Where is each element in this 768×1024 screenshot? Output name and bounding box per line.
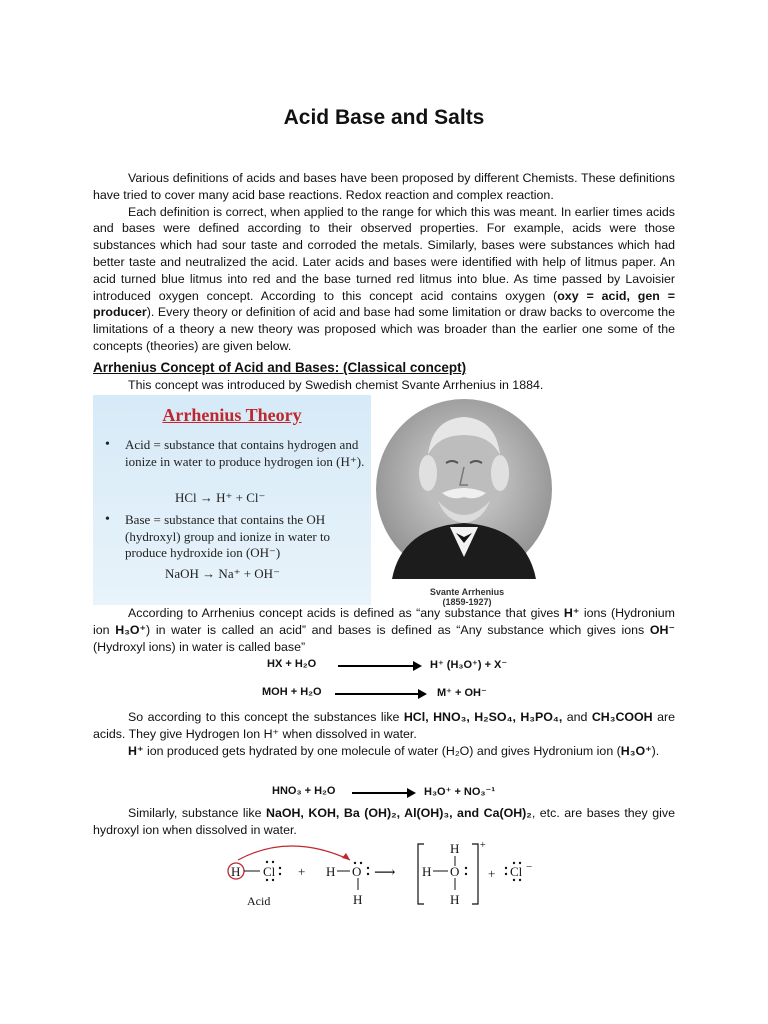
arrow-icon bbox=[338, 665, 420, 667]
intro-text bbox=[93, 170, 675, 355]
reaction-2-reactants: MOH + H₂O bbox=[262, 686, 322, 698]
electron-dot bbox=[465, 867, 467, 869]
text-run: are acids. They give Hydrogen Ion H⁺ when dissolved in water. bbox=[93, 710, 675, 741]
electron-dot bbox=[519, 862, 521, 864]
hydration-paragraph bbox=[93, 743, 675, 760]
reaction-1-products: H⁺ (H₃O⁺) + X⁻ bbox=[430, 659, 508, 671]
electron-dot bbox=[465, 873, 467, 875]
text-run: and bbox=[562, 710, 592, 724]
atom-h: H bbox=[450, 841, 460, 856]
atom-cl: Cl bbox=[263, 864, 276, 879]
electron-dot bbox=[513, 862, 515, 864]
plus-sign: + bbox=[488, 866, 496, 881]
bold-run: HCl, HNO₃, H₂SO₄, H₃PO₄, bbox=[403, 710, 563, 724]
charge-minus: − bbox=[526, 861, 533, 873]
bases-paragraph bbox=[93, 805, 675, 839]
ion-cl: Cl bbox=[510, 864, 523, 879]
text-run: ions (Hydronium ion bbox=[93, 606, 675, 637]
text-run: ). Every theory or definition of acid and base had some limitation or draw backs to overcome the limitations of a theory a new theory was proposed which was broader than the earlier one some of the concepts (theories) are given below. bbox=[93, 305, 675, 353]
reaction-arrow-icon: ⟶ bbox=[374, 865, 396, 881]
atom-h: H bbox=[231, 864, 241, 879]
electron-dot bbox=[279, 867, 281, 869]
bold-run: CH₃COOH bbox=[591, 710, 653, 724]
atom-h: H bbox=[353, 892, 363, 907]
bases-text bbox=[93, 805, 675, 839]
electron-dot bbox=[367, 873, 369, 875]
arrow-icon bbox=[335, 693, 425, 695]
electron-dot bbox=[519, 879, 521, 881]
acids-text bbox=[93, 709, 675, 759]
electron-dot bbox=[505, 873, 507, 875]
arrhenius-definition bbox=[93, 605, 675, 655]
text-run: (Hydroxyl ions) in water is called base” bbox=[93, 639, 306, 654]
charge-plus: + bbox=[480, 840, 486, 851]
arrhenius-theory-figure bbox=[93, 395, 371, 605]
bold-run: OH⁻ bbox=[649, 622, 675, 637]
text-run: Each definition is correct, when applied to the range for which this was meant. In earlier times acids and bases were defined according to their observed properties. For example, acids were those substances which had sour taste and corroded the metals. Similarly, bases were substances which had better taste and neutralized the acid. Later acids and bases were identified with help of litmus paper. An acid turned blue litmus into red and the base turned red litmus into blue. As time passed by Lavoisier introduced oxygen concept. According to this concept acid contains oxygen ( bbox=[93, 204, 675, 303]
electron-dot bbox=[513, 879, 515, 881]
bracket-right bbox=[472, 844, 478, 904]
acids-paragraph bbox=[93, 709, 675, 743]
base-equation: NaOH → Na⁺ + OH⁻ bbox=[165, 566, 280, 581]
electron-dot bbox=[272, 861, 274, 863]
electron-dot bbox=[360, 862, 362, 864]
electron-dot bbox=[367, 867, 369, 869]
bullet-icon: • bbox=[105, 437, 110, 452]
portrait-caption-name: Svante Arrhenius bbox=[429, 587, 505, 597]
electron-dot bbox=[272, 879, 274, 881]
reaction-2-products: M⁺ + OH⁻ bbox=[437, 687, 487, 699]
electron-dot bbox=[279, 873, 281, 875]
bold-run: oxy = acid, gen = producer bbox=[93, 288, 675, 320]
bold-run: H₃O⁺ bbox=[115, 622, 147, 637]
base-definition: Base = substance that contains the OH (hydroxyl) group and ionize in water to produce hydroxide ion (OH⁻) bbox=[125, 512, 331, 560]
electron-dot bbox=[505, 867, 507, 869]
text-run: ). bbox=[651, 743, 660, 758]
reaction-1-reactants: HX + H₂O bbox=[267, 658, 317, 670]
intro-paragraph-2 bbox=[93, 204, 675, 355]
text-run: So according to this concept the substances like bbox=[128, 710, 404, 724]
bold-run: H⁺ bbox=[563, 606, 580, 620]
section-heading: Arrhenius Concept of Acid and Bases: (Classical concept) bbox=[93, 360, 467, 375]
page-title: Acid Base and Salts bbox=[283, 106, 485, 129]
atom-h: H bbox=[326, 864, 336, 879]
atom-h: H bbox=[422, 864, 432, 879]
text-run: , etc. are bases they give hydroxyl ion when dissolved in water. bbox=[93, 806, 675, 837]
section-intro: This concept was introduced by Swedish chemist Svante Arrhenius in 1884. bbox=[128, 378, 544, 392]
bold-run: NaOH, KOH, Ba (OH)₂, Al(OH)₃, and Ca(OH)₂ bbox=[266, 806, 532, 820]
intro-paragraph-1: Various definitions of acids and bases have been proposed by different Chemists. These definitions have tried to cover many acid base reactions. Redox reaction and complex reaction. bbox=[93, 171, 675, 202]
electron-dot bbox=[266, 879, 268, 881]
text-run: ) in water is called an acid” and bases is defined as “Any substance which gives ions bbox=[146, 622, 650, 637]
portrait-caption-years: (1859-1927) bbox=[442, 597, 492, 607]
curved-arrow-icon bbox=[238, 846, 350, 860]
acid-equation: HCl → H⁺ + Cl⁻ bbox=[175, 490, 266, 505]
reaction-3-products: H₃O⁺ + NO₃⁻¹ bbox=[424, 786, 495, 798]
acid-label: Acid bbox=[247, 894, 271, 908]
text-run: ion produced gets hydrated by one molecule of water (H₂O) and gives Hydronium ion ( bbox=[143, 743, 621, 758]
atom-h: H bbox=[450, 892, 460, 907]
bold-run: H⁺ bbox=[128, 743, 144, 758]
bullet-icon: • bbox=[105, 512, 110, 527]
text-run: According to Arrhenius concept acids is defined as “any substance that gives bbox=[128, 606, 564, 620]
definition-text bbox=[93, 605, 675, 655]
arrow-icon bbox=[352, 792, 414, 794]
electron-dot bbox=[354, 862, 356, 864]
atom-o: O bbox=[352, 864, 362, 879]
electron-dot bbox=[266, 861, 268, 863]
text-run: Similarly, substance like bbox=[128, 806, 266, 820]
theory-title: Arrhenius Theory bbox=[162, 405, 302, 425]
plus-sign: + bbox=[298, 864, 306, 879]
bold-run: H₃O⁺ bbox=[620, 743, 652, 758]
reaction-3-reactants: HNO₃ + H₂O bbox=[272, 785, 336, 797]
arrowhead-icon bbox=[342, 853, 350, 860]
atom-o: O bbox=[450, 864, 460, 879]
acid-definition: Acid = substance that contains hydrogen and ionize in water to produce hydrogen ion (H⁺). bbox=[125, 437, 365, 469]
arrhenius-portrait bbox=[372, 397, 556, 585]
